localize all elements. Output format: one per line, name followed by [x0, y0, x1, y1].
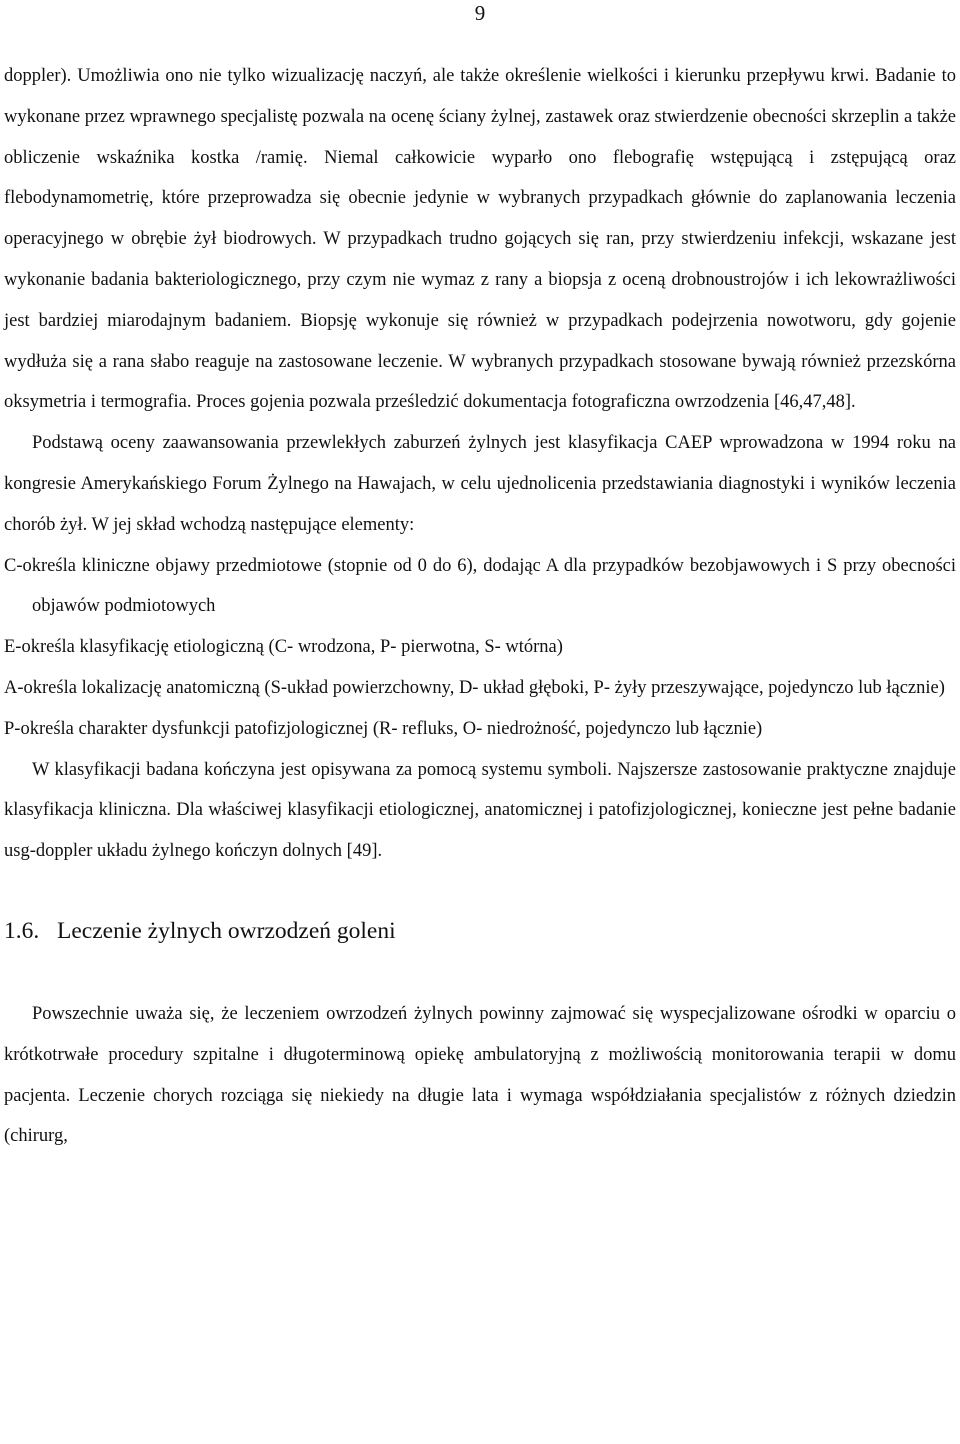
section-title: Leczenie żylnych owrzodzeń goleni — [57, 917, 396, 944]
paragraph-treatment: Powszechnie uważa się, że leczeniem owrzodzeń żylnych powinny zajmować się wyspecjalizowane ośrodki w oparciu o krótkotrwałe procedury szpitalne i długoterminową opiekę ambulatoryjną z możliwością monitorowania terapii w domu pacjenta. Leczenie chorych rozciąga się niekiedy na długie lata i wymaga współdziałania specjalistów z różnych dziedzin (chirurg, — [4, 1003, 956, 1147]
section-heading — [4, 888, 956, 974]
page-number: 9 — [474, 1, 486, 25]
document-body — [4, 56, 956, 1157]
list-item-e: E-określa klasyfikację etiologiczną (C- wrodzona, P- pierwotna, S- wtórna) — [4, 637, 563, 658]
list-item-c: C-określa kliniczne objawy przedmiotowe (stopnie od 0 do 6), dodając A dla przypadków bezobjawowych i S przy obecności objawów podmiotowych — [4, 555, 956, 617]
paragraph-classification: W klasyfikacji badana kończyna jest opisywana za pomocą systemu symboli. Najszersze zastosowanie praktyczne znajduje klasyfikacja kliniczna. Dla właściwej klasyfikacji etiologicznej, anatomicznej i patofizjologicznej, konieczne jest pełne badanie usg-doppler układu żylnego kończyn dolnych [49]. — [4, 759, 956, 862]
list-item-a: A-określa lokalizację anatomiczną (S-układ powierzchowny, D- układ głęboki, P- żyły przeszywające, pojedynczo lub łącznie) — [4, 677, 945, 698]
section-number: 1.6. — [4, 917, 40, 944]
list-item-p: P-określa charakter dysfunkcji patofizjologicznej (R- refluks, O- niedrożność, pojedynczo lub łącznie) — [4, 718, 763, 739]
paragraph-diagnostics: doppler). Umożliwia ono nie tylko wizualizację naczyń, ale także określenie wielkości i kierunku przepływu krwi. Badanie to wykonane przez wprawnego specjalistę pozwala na ocenę ściany żylnej, zastawek oraz stwierdzenie obecności skrzeplin a także obliczenie wskaźnika kostka /ramię. Niemal całkowicie wyparło ono flebografię wstępującą i zstępującą oraz flebodynamometrię, które przeprowadza się obecnie jedynie w wybranych przypadkach głównie do zaplanowania leczenia operacyjnego w obrębie żył biodrowych. W przypadkach trudno gojących się ran, przy stwierdzeniu infekcji, wskazane jest wykonanie badania bakteriologicznego, przy czym nie wymaz z rany a biopsja z oceną drobnoustrojów i ich lekowrażliwości jest bardziej miarodajnym badaniem. Biopsję wykonuje się również w przypadkach podejrzenia nowotworu, gdy gojenie wydłuża się a rana słabo reaguje na zastosowane leczenie. W wybranych przypadkach stosowane bywają również przezskórna oksymetria i termografia. Proces gojenia pozwala prześledzić dokumentacja fotograficzna owrzodzenia [46,47,48]. — [4, 66, 956, 413]
paragraph-ceap-intro: Podstawą oceny zaawansowania przewlekłych zaburzeń żylnych jest klasyfikacja CAEP wprowadzona w 1994 roku na kongresie Amerykańskiego Forum Żylnego na Hawajach, w celu ujednolicenia przedstawiania diagnostyki i wyników leczenia chorób żył. W jej skład wchodzą następujące elementy: — [4, 433, 956, 535]
